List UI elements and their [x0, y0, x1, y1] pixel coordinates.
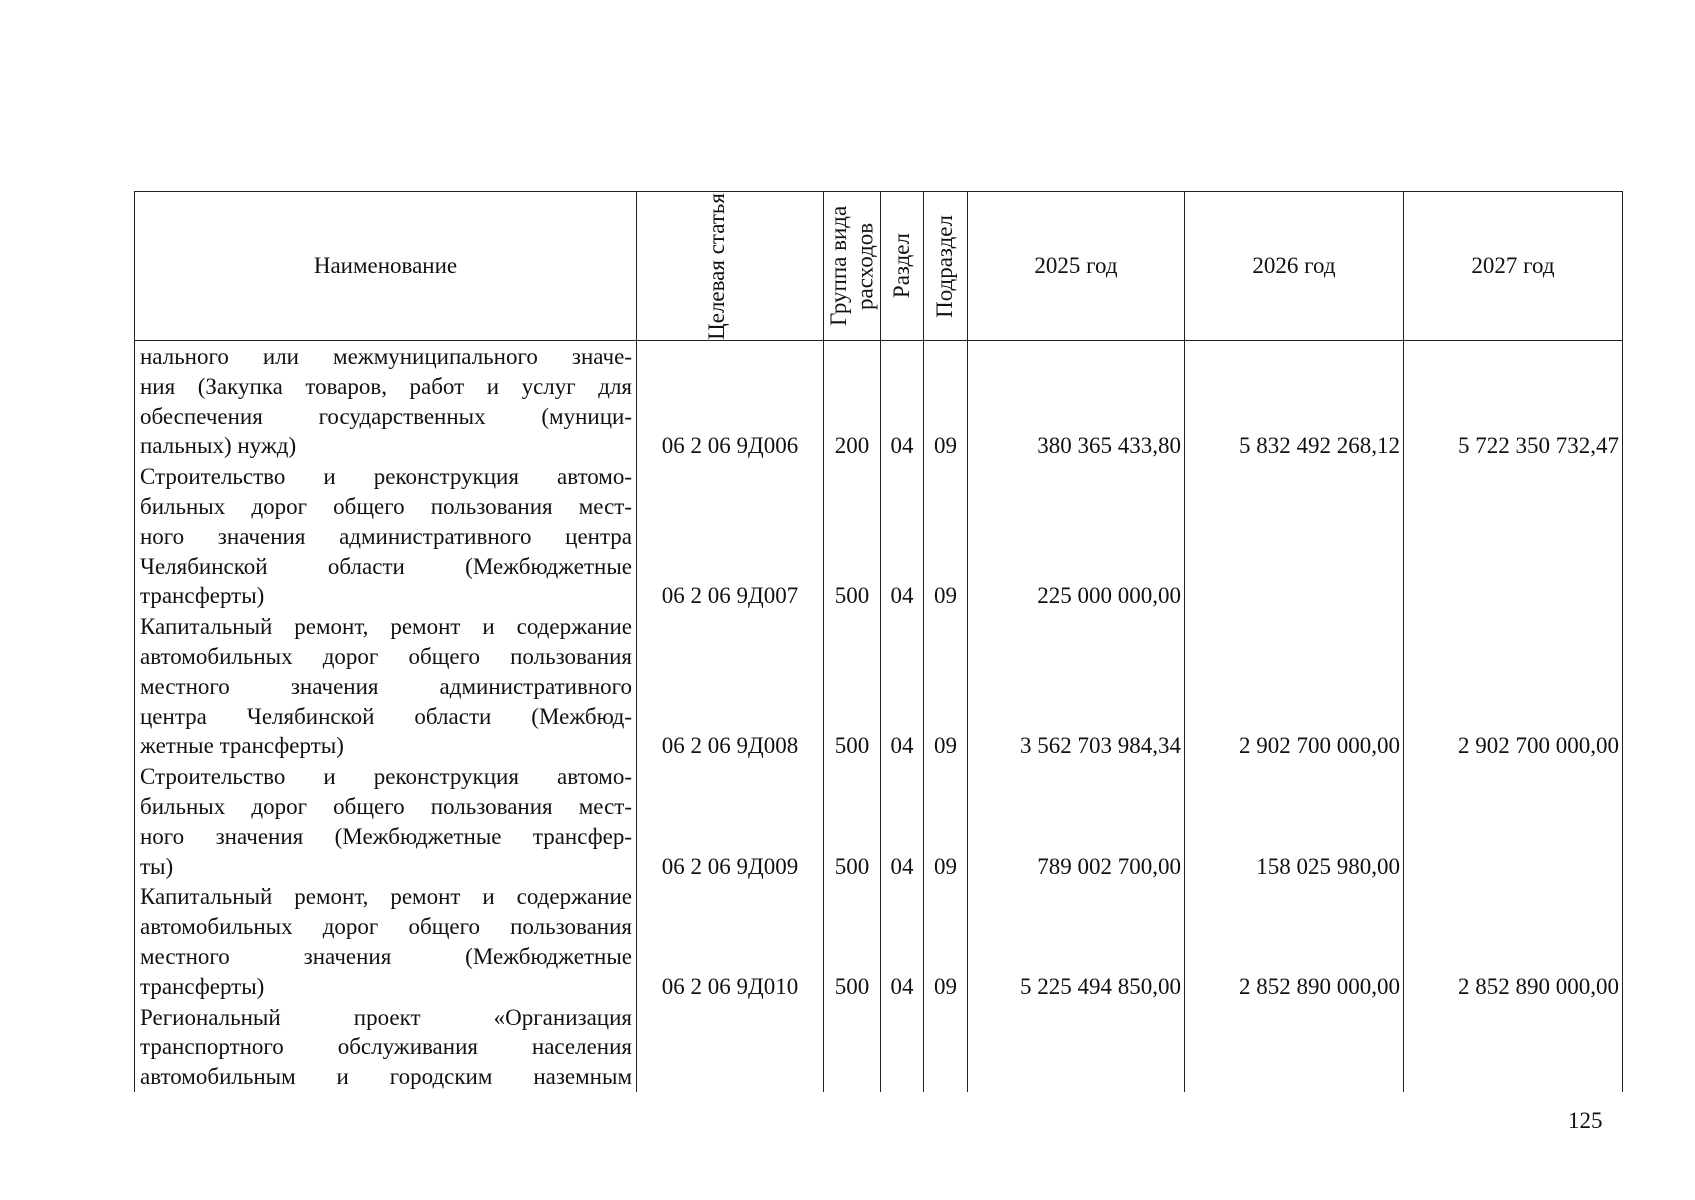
name-line: Капитальный ремонт, ремонт и содержание [140, 884, 632, 910]
section-cell: 04 [881, 761, 924, 881]
amount-2026-cell [1185, 1002, 1404, 1092]
name-line: Капитальный ремонт, ремонт и содержание [140, 614, 632, 640]
budget-table [134, 191, 1623, 1092]
section-cell [881, 1002, 924, 1092]
header-2027: 2027 год [1404, 192, 1623, 341]
name-line: Челябинской области (Межбюджетные [140, 553, 632, 579]
name-line: нального или межмуниципального значе- [140, 344, 632, 369]
header-section-text: Раздел [888, 233, 914, 299]
name-line: пальных) нужд) [140, 433, 297, 459]
subsection-cell: 09 [924, 761, 968, 881]
name-line: Строительство и реконструкция автомо- [140, 464, 632, 490]
name-line: автомобильным и городским наземным [140, 1064, 632, 1090]
header-2026: 2026 год [1185, 192, 1404, 341]
target-article-cell: 06 2 06 9Д008 [637, 611, 824, 761]
amount-2025-cell: 380 365 433,80 [968, 341, 1185, 462]
amount-2027-cell [1404, 461, 1623, 611]
name-line: трансферты) [140, 583, 265, 609]
name-line: трансферты) [140, 973, 265, 999]
name-line: местного значения (Межбюджетные [140, 943, 632, 969]
expense-group-cell: 500 [824, 611, 881, 761]
name-line: Региональный проект «Организация [140, 1004, 632, 1030]
row-name-cell [135, 1002, 637, 1092]
row-name-cell [135, 881, 637, 1001]
expense-group-cell: 200 [824, 341, 881, 462]
name-line: автомобильных дорог общего пользования [140, 914, 632, 940]
name-line: Строительство и реконструкция автомо- [140, 764, 632, 790]
amount-2026-cell: 158 025 980,00 [1185, 761, 1404, 881]
name-line: ния (Закупка товаров, работ и услуг для [140, 373, 632, 399]
subsection-cell: 09 [924, 341, 968, 462]
name-line: ты) [140, 853, 174, 879]
page-number: 125 [1568, 1108, 1603, 1133]
section-cell: 04 [881, 881, 924, 1001]
amount-2026-cell: 2 902 700 000,00 [1185, 611, 1404, 761]
row-name-cell [135, 611, 637, 761]
subsection-cell [924, 1002, 968, 1092]
row-name-cell [135, 761, 637, 881]
table-row [135, 1002, 1623, 1092]
target-article-cell: 06 2 06 9Д009 [637, 761, 824, 881]
amount-2025-cell: 789 002 700,00 [968, 761, 1185, 881]
name-line: транспортного обслуживания населения [140, 1034, 632, 1060]
expense-group-cell: 500 [824, 461, 881, 611]
header-target-article-text: Целевая статья [704, 192, 729, 340]
amount-2025-cell [968, 1002, 1185, 1092]
subsection-cell: 09 [924, 611, 968, 761]
target-article-cell: 06 2 06 9Д006 [637, 341, 824, 462]
table-row [135, 761, 1623, 881]
name-line: бильных дорог общего пользования мест- [140, 493, 632, 519]
amount-2026-cell [1185, 461, 1404, 611]
name-line: ного значения административного центра [140, 523, 632, 549]
target-article-cell [637, 1002, 824, 1092]
header-target-article [637, 192, 824, 341]
subsection-cell: 09 [924, 461, 968, 611]
amount-2027-cell [1404, 1002, 1623, 1092]
name-line: местного значения административного [140, 673, 632, 699]
name-line: обеспечения государственных (муници- [140, 403, 632, 429]
header-expense-group [824, 192, 881, 341]
header-subsection-text: Подраздел [932, 214, 958, 318]
row-name-cell [135, 461, 637, 611]
header-subsection [924, 192, 968, 341]
table-body [135, 341, 1623, 1092]
amount-2025-cell: 3 562 703 984,34 [968, 611, 1185, 761]
header-name: Наименование [135, 192, 637, 341]
table-row [135, 461, 1623, 611]
amount-2027-cell: 2 902 700 000,00 [1404, 611, 1623, 761]
name-line: ного значения (Межбюджетные трансфер- [140, 823, 632, 849]
header-section [881, 192, 924, 341]
name-line: бильных дорог общего пользования мест- [140, 793, 632, 819]
target-article-cell: 06 2 06 9Д010 [637, 881, 824, 1001]
table-header [135, 192, 1623, 341]
amount-2027-cell: 5 722 350 732,47 [1404, 341, 1623, 462]
expense-group-cell: 500 [824, 881, 881, 1001]
header-expense-group-text: Группа вида расходов [826, 205, 878, 327]
amount-2025-cell: 5 225 494 850,00 [968, 881, 1185, 1001]
section-cell: 04 [881, 341, 924, 462]
table-row [135, 611, 1623, 761]
amount-2027-cell [1404, 761, 1623, 881]
table-row [135, 881, 1623, 1001]
row-name-cell [135, 341, 637, 462]
header-2025: 2025 год [968, 192, 1185, 341]
amount-2026-cell: 5 832 492 268,12 [1185, 341, 1404, 462]
amount-2026-cell: 2 852 890 000,00 [1185, 881, 1404, 1001]
expense-group-cell [824, 1002, 881, 1092]
name-line: жетные трансферты) [140, 733, 344, 759]
subsection-cell: 09 [924, 881, 968, 1001]
amount-2027-cell: 2 852 890 000,00 [1404, 881, 1623, 1001]
expense-group-cell: 500 [824, 761, 881, 881]
target-article-cell: 06 2 06 9Д007 [637, 461, 824, 611]
amount-2025-cell: 225 000 000,00 [968, 461, 1185, 611]
name-line: центра Челябинской области (Межбюд- [140, 703, 632, 729]
table-row [135, 341, 1623, 462]
name-line: автомобильных дорог общего пользования [140, 643, 632, 669]
section-cell: 04 [881, 611, 924, 761]
section-cell: 04 [881, 461, 924, 611]
